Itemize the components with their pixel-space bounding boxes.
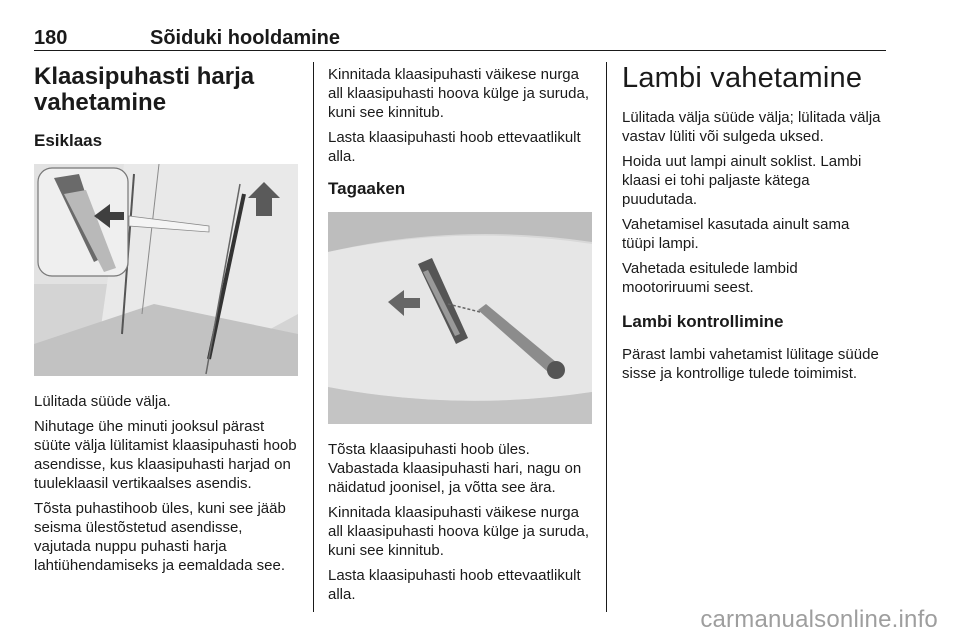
windscreen-wiper-illustration (34, 164, 298, 376)
paragraph: Pärast lambi vahetamist lülitage süüde sisse ja kontrollige tulede toimimist. (622, 346, 879, 382)
paragraph: Lasta klaasipuhasti hoob ettevaatlikult alla. (328, 129, 581, 165)
paragraph: Nihutage ühe minuti jooksul pärast süüte välja lülitamist klaasipuhasti hoob asendisse, kus klaasipuhasti harjad on tuuleklaasil vertikaalses asendis. (34, 418, 297, 492)
chapter-title: Sõiduki hooldamine (150, 27, 341, 49)
paragraph: Kinnitada klaasipuhasti väikese nurga all klaasipuhasti hoova külge ja suruda, kuni see kinnitub. (328, 66, 589, 121)
subsection-lamp-check: Lambi kontrollimine (622, 312, 784, 331)
column-1 (34, 62, 298, 581)
rear-wiper-illustration (328, 212, 592, 424)
column-2 (328, 62, 592, 610)
paragraph: Lülitada süüde välja. (34, 393, 171, 410)
paragraph: Kinnitada klaasipuhasti väikese nurga all klaasipuhasti hoova külge ja suruda, kuni see kinnitub. (328, 504, 589, 559)
page-header (34, 24, 886, 51)
paragraph: Vahetamisel kasutada ainult sama tüüpi lampi. (622, 216, 850, 252)
column-divider-2 (606, 62, 607, 612)
paragraph: Tõsta puhastihoob üles, kuni see jääb seisma ülestõstetud asendisse, vajutada nuppu puhasti harja lahtiühendamiseks ja eemaldada see. (34, 500, 286, 574)
column-3 (622, 62, 886, 389)
subsection-windscreen: Esiklaas (34, 131, 103, 150)
paragraph: Vahetada esitulede lambid mootoriruumi seest. (622, 260, 798, 296)
column-divider-1 (313, 62, 314, 612)
page-number: 180 (34, 27, 68, 49)
watermark: carmanualsonline.info (700, 606, 938, 633)
paragraph: Lasta klaasipuhasti hoob ettevaatlikult alla. (328, 567, 581, 603)
section-title-wiper-blade: Klaasipuhasti harja vahetamine (34, 63, 255, 116)
paragraph: Hoida uut lampi ainult soklist. Lambi klaasi ei tohi paljaste kätega puudutada. (622, 153, 862, 208)
section-title-lamp-replacement: Lambi vahetamine (622, 62, 863, 94)
paragraph: Lülitada välja süüde välja; lülitada välja vastav lüliti või sulgeda uksed. (622, 109, 881, 145)
paragraph: Tõsta klaasipuhasti hoob üles. Vabastada klaasipuhasti hari, nagu on näidatud joonisel, ja võtta see ära. (328, 441, 582, 496)
subsection-rear-window: Tagaaken (328, 179, 406, 198)
